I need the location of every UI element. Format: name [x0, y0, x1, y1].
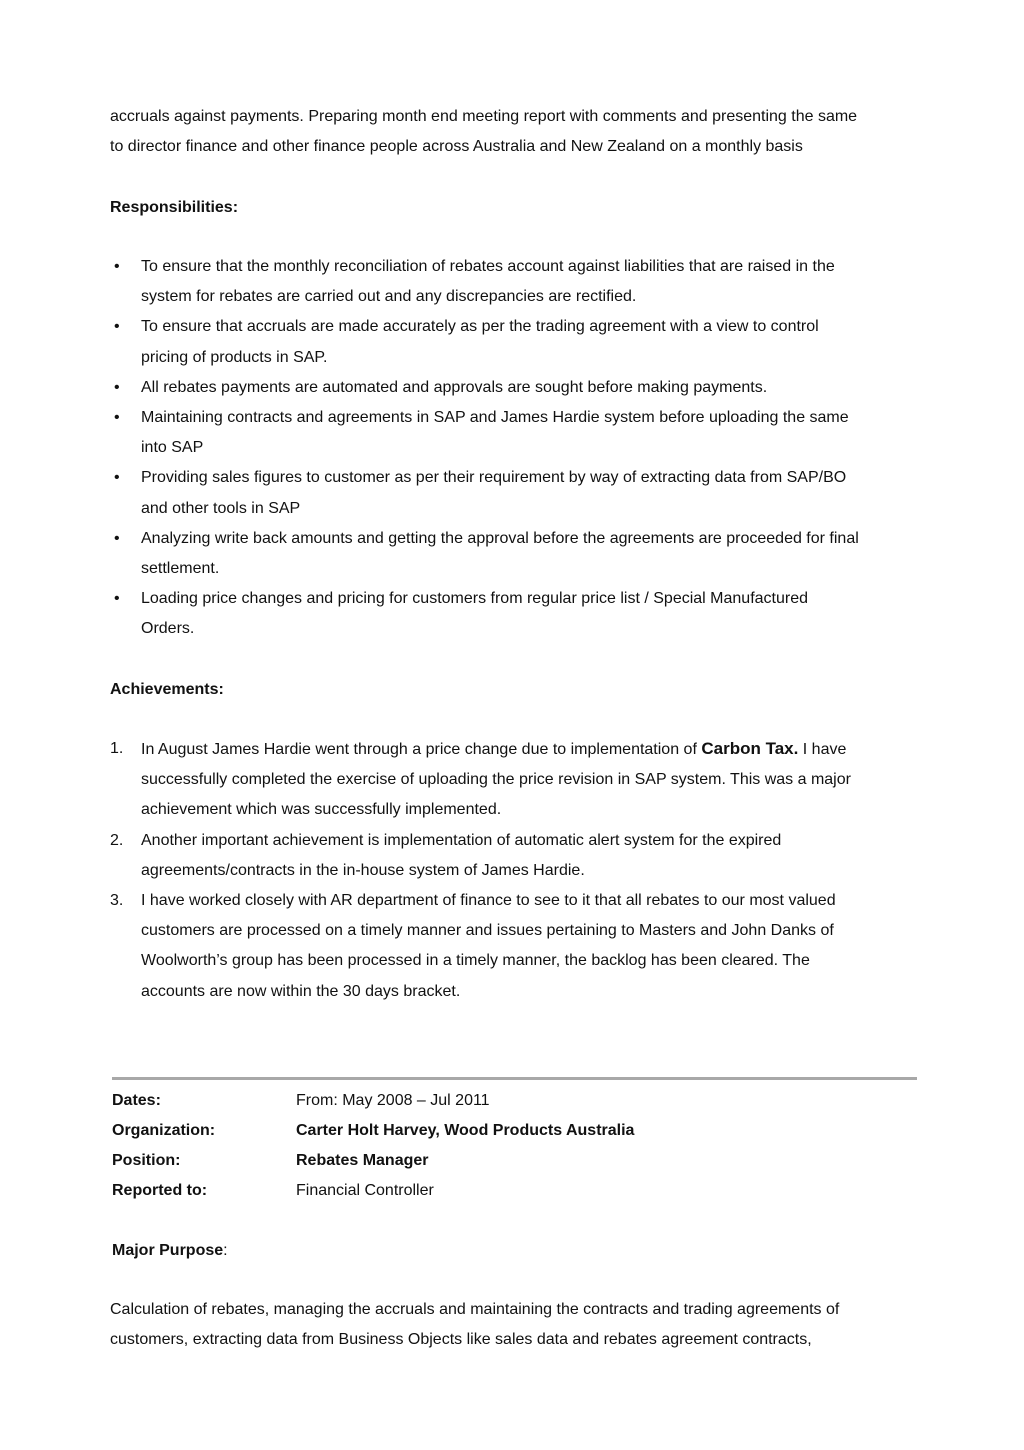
job-details [112, 1086, 634, 1206]
bullet-icon: • [114, 258, 120, 275]
list-item-line: Maintaining contracts and agreements in SAP and James Hardie system before uploading the same [141, 409, 849, 427]
major-purpose-heading [112, 1236, 228, 1266]
list-item-line: accounts are now within the 30 days bracket. [141, 982, 461, 1000]
achievements-list [110, 734, 920, 1007]
list-item-text: In August James Hardie went through a price change due to implementation of [141, 741, 702, 758]
list-item [110, 826, 920, 886]
organization-label: Organization: [112, 1122, 216, 1139]
list-number: 2. [110, 831, 124, 849]
list-item-text: I have [798, 741, 847, 758]
list-number: 3. [110, 892, 124, 910]
list-item [110, 524, 920, 584]
list-item-line: and other tools in SAP [141, 499, 301, 517]
list-item-line: To ensure that accruals are made accurately as per the trading agreement with a view to control [141, 318, 819, 336]
paragraph-line: Calculation of rebates, managing the accruals and maintaining the contracts and trading agreements of [110, 1301, 840, 1318]
detail-row-dates [112, 1086, 634, 1116]
list-item [110, 886, 920, 1007]
list-item-line: agreements/contracts in the in-house system of James Hardie. [141, 861, 585, 879]
list-item [110, 734, 920, 826]
reported-to-value: Financial Controller [296, 1182, 434, 1199]
bullet-icon: • [114, 469, 120, 487]
dates-value: From: May 2008 – Jul 2011 [296, 1092, 490, 1109]
bullet-icon: • [114, 590, 120, 608]
position-label: Position: [112, 1152, 181, 1169]
detail-row-position [112, 1146, 634, 1176]
list-item-line: customers are processed on a timely manner and issues pertaining to Masters and John Danks of [141, 922, 834, 940]
list-item-line: Another important achievement is implementation of automatic alert system for the expired [141, 831, 782, 849]
list-item [110, 584, 920, 644]
bullet-icon: • [114, 378, 120, 396]
responsibilities-heading: Responsibilities: [110, 199, 239, 216]
list-item [110, 373, 920, 403]
list-item-line: pricing of products in SAP. [141, 348, 328, 366]
list-item [110, 312, 920, 372]
position-value: Rebates Manager [296, 1152, 429, 1169]
reported-to-label: Reported to: [112, 1182, 208, 1199]
carbon-tax-emphasis: Carbon Tax. [701, 739, 799, 758]
major-purpose-colon: : [223, 1242, 228, 1259]
list-item-line: Providing sales figures to customer as per their requirement by way of extracting data from SAP/BO [141, 469, 847, 487]
bullet-icon: • [114, 409, 120, 427]
list-item-line: Orders. [141, 620, 195, 638]
list-item-line: into SAP [141, 439, 204, 457]
organization-value: Carter Holt Harvey, Wood Products Australia [296, 1122, 635, 1139]
list-item [110, 252, 920, 312]
list-item-line: Loading price changes and pricing for customers from regular price list / Special Manufactured [141, 590, 808, 608]
list-item-line: Analyzing write back amounts and getting the approval before the agreements are proceeded for final [141, 529, 859, 547]
list-item-line: successfully completed the exercise of uploading the price revision in SAP system. This was a major [141, 771, 851, 789]
list-item-line: system for rebates are carried out and any discrepancies are rectified. [141, 288, 637, 306]
list-item-line: All rebates payments are automated and approvals are sought before making payments. [141, 378, 768, 396]
major-purpose-paragraph [110, 1295, 920, 1355]
list-item-line: To ensure that the monthly reconciliation of rebates account against liabilities that are raised in the [141, 258, 835, 275]
list-item-line: achievement which was successfully implemented. [141, 801, 502, 819]
intro-paragraph [110, 102, 920, 162]
bullet-icon: • [114, 318, 120, 336]
list-item-line: settlement. [141, 560, 220, 578]
intro-line: accruals against payments. Preparing month end meeting report with comments and presenting the same [110, 108, 858, 125]
list-item [110, 403, 920, 463]
responsibilities-list [110, 252, 920, 645]
list-item [110, 463, 920, 523]
detail-row-organization [112, 1116, 634, 1146]
major-purpose-title: Major Purpose [112, 1242, 224, 1259]
achievements-heading: Achievements: [110, 681, 224, 698]
paragraph-line: customers, extracting data from Business Objects like sales data and rebates agreement contracts, [110, 1331, 812, 1349]
intro-line: to director finance and other finance people across Australia and New Zealand on a monthly basis [110, 138, 803, 156]
bullet-icon: • [114, 529, 120, 547]
detail-row-reported-to [112, 1176, 634, 1206]
list-number: 1. [110, 740, 124, 757]
section-divider [112, 1077, 917, 1080]
list-item-line: I have worked closely with AR department of finance to see to it that all rebates to our most valued [141, 892, 836, 910]
list-item-line: Woolworth’s group has been processed in a timely manner, the backlog has been cleared. The [141, 952, 810, 970]
dates-label: Dates: [112, 1092, 161, 1109]
